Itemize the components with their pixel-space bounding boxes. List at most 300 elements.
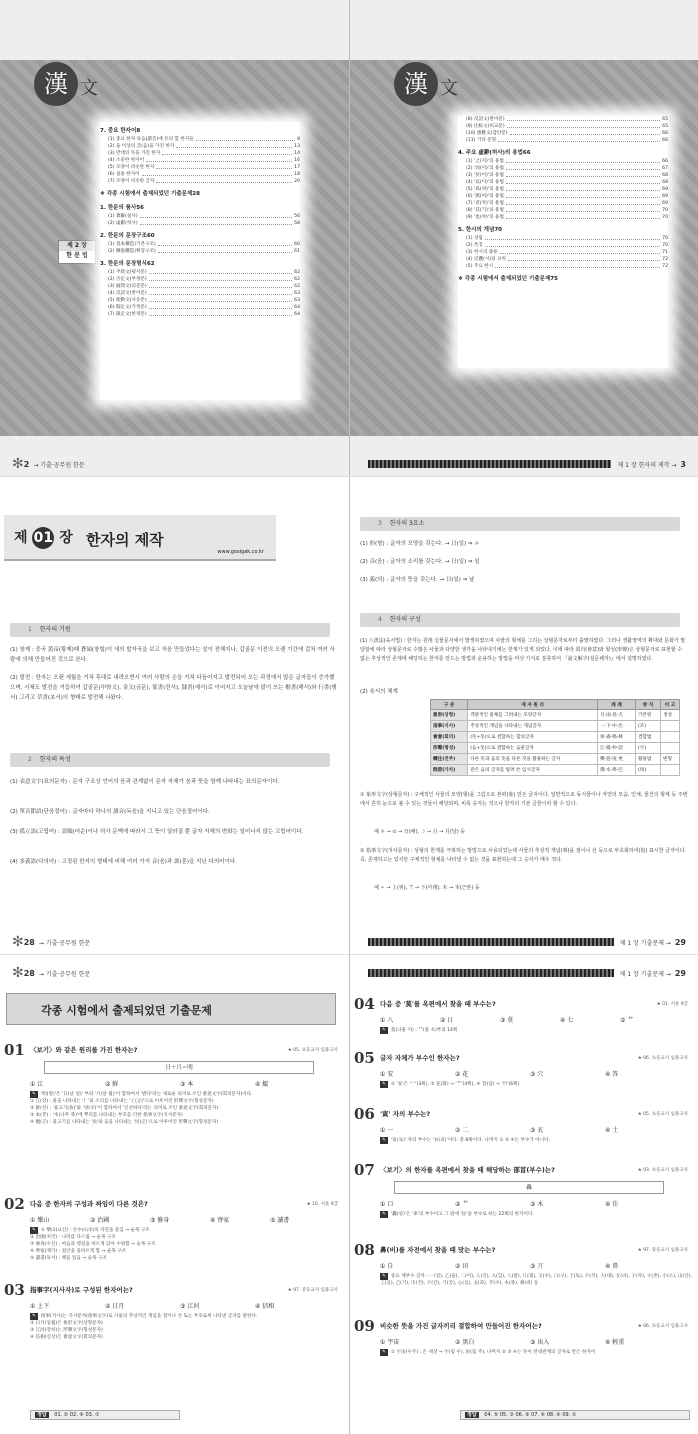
toc-section[interactable] — [100, 190, 300, 199]
footer-title: → 기출·공무원 한문 — [33, 461, 85, 469]
toc-entry[interactable] — [458, 186, 668, 193]
toc-section[interactable] — [100, 204, 300, 213]
toc-entry[interactable] — [458, 137, 668, 144]
toc-entry[interactable] — [100, 283, 300, 290]
footer-bar — [368, 969, 614, 977]
toc-leader — [506, 165, 660, 170]
question-text: 비슷한 뜻을 가진 글자끼리 결합하여 만들어진 한자어는? — [380, 1322, 542, 1330]
toc-entry[interactable] — [458, 123, 668, 130]
paragraph: (1) 창제 : 중국 黃帝(황제)때 蒼頡(창힐)이 새의 발자국을 보고 처음 만들었다는 설이 전해지나, 갑골문 이전의 오랜 기간에 걸쳐 여러 사람에 의해 만들어진 것으로 본다. — [10, 647, 335, 663]
question-source: ★ 06. 초등교사 임용고사 — [637, 1324, 688, 1329]
explanation-icon: ✎ — [32, 1314, 36, 1319]
toc-section[interactable] — [458, 149, 668, 158]
answer-options — [380, 1015, 680, 1024]
explanation-line — [30, 1098, 342, 1105]
toc-leader — [506, 172, 660, 177]
toc-entry-title: (1) '之(지)'의 용법 — [466, 159, 504, 164]
toc-page-number: 62 — [294, 284, 300, 289]
question-number: 07 — [354, 1161, 375, 1179]
answer-label: 정답 — [467, 1412, 477, 1418]
footer-title: 제 1 장 한자의 제작 → — [617, 461, 677, 469]
answer-option[interactable]: ② 花 — [455, 1071, 469, 1078]
answer-option[interactable]: ① 宇宙 — [380, 1339, 400, 1346]
toc-section[interactable] — [100, 260, 300, 269]
table-cell: 轉注(전주) — [431, 754, 468, 765]
toc-entry[interactable] — [100, 136, 300, 143]
toc-leader — [506, 158, 660, 163]
toc-entry[interactable] — [100, 290, 300, 297]
answer-option[interactable]: ③ 丌 — [530, 1263, 544, 1270]
answer-option[interactable]: ④ 信相 — [255, 1303, 275, 1310]
toc-entry-title: (8) '其(기)'의 용법 — [466, 208, 504, 213]
toc-entry[interactable] — [100, 311, 300, 318]
question-source: ★ 01. 서울 9급 — [656, 1002, 688, 1007]
footer-title: → 기출·공무원 한문 — [38, 970, 91, 978]
table-cell: 결합법 — [635, 732, 660, 743]
explanation-text: ④ 鯤(곤) : 물고기를 나타내는 '魚'와 음을 나타내는 '昆(곤)'으로 이루어진 形聲文字(형성문자) — [30, 1120, 219, 1125]
toc-entry-title: (6) 실용 한자어 — [108, 172, 140, 177]
explanation-line — [30, 1227, 342, 1234]
toc-entry-title: (1) 성립 — [466, 236, 483, 241]
toc-entry-title: (4) 소중한 한자어 — [108, 158, 145, 163]
explanation-text: ② 日月(일월)은 象形文字(상형문자) — [30, 1321, 103, 1326]
table-row — [431, 754, 680, 765]
toc-entry-title: 1. 한문의 품사 — [100, 205, 137, 211]
toc-page-right — [349, 0, 698, 476]
chapter-label: 제 — [14, 530, 28, 546]
toc-entry-title: (6) 假定文(가정문) — [108, 305, 147, 310]
chapter-tab-label: 제 2 장 — [59, 241, 95, 251]
answer-option[interactable]: ③ 修身 — [150, 1217, 170, 1224]
toc-entry-title: ❖ 각종 시험에서 출제되었던 기출문제 — [458, 276, 551, 282]
example-box: 日＋月＝明 — [44, 1061, 314, 1074]
answer-option[interactable]: ④ 鼻 — [605, 1263, 619, 1270]
answer-options — [30, 1079, 330, 1088]
toc-leader — [508, 256, 660, 261]
element-line: (1) 形(형) : 글자의 모양을 갖는다. → 日(일) ⇒ ☼ — [360, 541, 480, 547]
answer-option[interactable]: ④ 輕重 — [605, 1339, 625, 1346]
toc-entry-title: (3) 한시의 종류 — [466, 250, 498, 255]
table-cell: 변형 — [661, 754, 680, 765]
explanation-line — [30, 1105, 342, 1112]
explanation-line — [380, 1137, 692, 1144]
toc-entry[interactable] — [100, 241, 300, 248]
toc-list — [100, 122, 300, 400]
chapter-number-badge: 01 — [32, 527, 54, 549]
toc-leader — [485, 235, 660, 240]
example-line: 예 ∸ → 上(위), ⊤ → 下(아래), ⽊ → 本(근본) 등 — [374, 885, 480, 891]
toc-entry-title: (7) '者(자)'의 용법 — [466, 201, 504, 206]
table-cell: (조) — [635, 721, 660, 732]
toc-leader — [149, 290, 292, 295]
page-footer — [350, 452, 698, 476]
section-number: 4 — [378, 616, 382, 623]
answer-option[interactable]: ④ 土 — [605, 1127, 619, 1134]
table-cell: 추상적인 개념을 나타내는 개념글자 — [468, 721, 598, 732]
question-text: 글자 자체가 부수인 한자는? — [380, 1054, 460, 1062]
toc-entry-title: (2) 虛辭(허사) — [108, 221, 138, 226]
toc-entry-title: (11) 기타 문형 — [466, 138, 497, 143]
question-number: 02 — [4, 1195, 25, 1213]
toc-page-number: 56 — [136, 205, 144, 211]
example-line: 예 ☼ → ⊙ → 日(해), ☽ → 月 → 月(달) 등 — [374, 829, 466, 835]
toc-entry[interactable] — [458, 256, 668, 263]
toc-entry[interactable] — [100, 304, 300, 311]
toc-entry-title: (9) 比較文(비교문) — [466, 124, 505, 129]
explanation-line — [30, 1248, 342, 1255]
answer-option[interactable]: ① 安 — [380, 1071, 394, 1078]
explanation-icon: ✎ — [382, 1274, 386, 1279]
footer-title: 제 1 장 기출문제 → — [619, 939, 671, 947]
table-cell: (用) — [635, 765, 660, 776]
answer-options — [380, 1261, 680, 1270]
answer-option[interactable]: ③ 江河 — [180, 1303, 200, 1310]
element-line: (3) 義(의) : 글자의 뜻을 갖는다. → 日(일) ⇒ 날 — [360, 577, 475, 583]
toc-entry[interactable] — [458, 242, 668, 249]
exam-page-left — [0, 955, 349, 1434]
toc-page-number: 66 — [522, 150, 531, 156]
page-top-band — [350, 0, 698, 60]
ornament-icon: ✻ — [12, 934, 24, 950]
toc-page-number: 65 — [662, 117, 668, 122]
question-text: 다음 중 한자의 구성과 짜임이 다른 것은? — [30, 1200, 148, 1208]
page-number: 29 — [674, 968, 686, 978]
explanation-text: ④ 信相(신상)은 會意文字(회의문자) — [30, 1335, 103, 1340]
toc-leader — [498, 137, 660, 142]
answer-options — [30, 1215, 330, 1224]
table-header-cell: 제 자 원 리 — [468, 700, 598, 710]
toc-entry[interactable] — [458, 172, 668, 179]
toc-leader — [149, 297, 292, 302]
page-number: 3 — [680, 459, 686, 469]
toc-entry[interactable] — [458, 207, 668, 214]
toc-entry-title: 7. 중요 한자어 — [100, 128, 137, 134]
answer-option[interactable]: ④ 佳 — [605, 1201, 619, 1208]
table-cell: 생성 — [661, 710, 680, 721]
toc-section[interactable] — [100, 127, 300, 136]
page-footer — [350, 930, 698, 954]
explanation-line — [30, 1327, 342, 1334]
toc-leader — [506, 214, 660, 219]
explanation-text: ③ 本(본) : '木(나무 목)'에 뿌리를 나타내는 부호를 더한 指事文字(지사문자) — [30, 1113, 183, 1118]
question-number: 04 — [354, 995, 375, 1013]
toc-page-number: 72 — [662, 264, 668, 269]
paragraph: (4) 多義語(다의어) : 고정된 한자의 형태에 비해 여러 가지 音(음)과 訓(훈)을 지닌 다의어이다. — [10, 859, 237, 865]
toc-entry[interactable] — [100, 178, 300, 185]
toc-entry[interactable] — [458, 214, 668, 221]
six-scripts-table — [430, 699, 680, 776]
question-text: 〈보기〉와 같은 원리를 가진 한자는? — [30, 1046, 138, 1054]
toc-entry[interactable] — [100, 157, 300, 164]
table-cell: 활용법 — [635, 754, 660, 765]
toc-entry[interactable] — [100, 143, 300, 150]
toc-leader — [149, 304, 292, 309]
explanation — [30, 1313, 342, 1341]
toc-entry[interactable] — [458, 116, 668, 123]
toc-entry-title: (1) 基本構造(기본구조) — [108, 242, 156, 247]
han-logo: 漢 — [34, 62, 78, 106]
explanation-line — [30, 1334, 342, 1341]
question-number: 06 — [354, 1105, 375, 1123]
answer-option[interactable]: ② 艹 — [455, 1201, 469, 1208]
toc-entry[interactable] — [100, 220, 300, 227]
toc-leader — [506, 207, 660, 212]
toc-leader — [140, 213, 293, 218]
toc-page-number: 70 — [662, 236, 668, 241]
explanation-text: ④ 齊家(제가) : 집안을 올바르게 함 → 술목 구조 — [30, 1249, 127, 1254]
answer-option[interactable]: ② 黑白 — [455, 1339, 475, 1346]
chapter-title: 한자의 제작 — [86, 531, 164, 549]
explanation-line — [30, 1119, 342, 1126]
toc-entry-title: (2) 특징 — [466, 243, 483, 248]
toc-section[interactable] — [458, 275, 668, 284]
publisher-url: www.gosigak.co.kr — [217, 549, 264, 555]
section-number: 1 — [28, 626, 32, 633]
explanation-text: ② 治國(치국) : 나라를 다스림 → 술목 구조 — [30, 1235, 116, 1240]
answer-option[interactable]: ① 樂山 — [30, 1217, 50, 1224]
answer-option[interactable]: ② 二 — [455, 1127, 469, 1134]
toc-entry[interactable] — [458, 179, 668, 186]
toc-leader — [156, 164, 292, 169]
explanation-text: 指事(지사)는 지사문자(指事文字)로 사물의 추상적인 개념을 점이나 선 또는 부호로써 나타낸 글자를 말한다. — [40, 1314, 258, 1319]
toc-entry-title: (8) 反語文(반어문) — [466, 117, 505, 122]
table-cell: 月·雨·鳥·犬 — [598, 710, 636, 721]
answer-bar — [460, 1410, 690, 1420]
answer-option[interactable]: ⑤ 艹 — [620, 1017, 634, 1024]
toc-page-number: 60 — [294, 242, 300, 247]
explanation-line — [380, 1081, 692, 1088]
toc-page-number: 69 — [662, 194, 668, 199]
ornament-icon: ✻ — [12, 456, 24, 472]
toc-entry[interactable] — [458, 158, 668, 165]
answer-option[interactable]: ① 上下 — [30, 1303, 50, 1310]
explanation-text: '寅(표)' 자의 부수는 '衣(의)'이다. 총 8획이다. 나머지 ① ② ④는 부수가 아니다. — [390, 1138, 551, 1143]
answer-option[interactable]: ④ 鯤 — [255, 1081, 269, 1088]
spread-chapter1 — [0, 476, 698, 954]
answer-option[interactable]: ① 口 — [380, 1201, 394, 1208]
question-number: 03 — [4, 1281, 25, 1299]
toc-page-number: 13 — [294, 144, 300, 149]
chapter-page-left — [0, 477, 349, 954]
page-footer — [350, 961, 698, 985]
toc-entry-title: (4) 反語文(반어문) — [108, 291, 147, 296]
explanation-line — [30, 1112, 342, 1119]
table-cell: (字) — [635, 743, 660, 754]
section-number: 2 — [28, 756, 32, 763]
section-title: 한자의 특성 — [39, 756, 71, 763]
table-cell: 會意(회의) — [431, 732, 468, 743]
toc-page-number: 71 — [662, 250, 668, 255]
han-logo: 漢 — [394, 62, 438, 106]
explanation-line — [380, 1349, 692, 1356]
page-footer — [0, 452, 349, 476]
answer-option[interactable]: ① 江 — [30, 1081, 44, 1088]
toc-page-number: 75 — [550, 276, 558, 282]
section-title: 한자의 구성 — [389, 616, 421, 623]
toc-entry[interactable] — [458, 130, 668, 137]
toc-section[interactable] — [458, 226, 668, 235]
toc-entry[interactable] — [100, 297, 300, 304]
explanation-line — [30, 1255, 342, 1262]
section-bar — [10, 753, 330, 767]
explanation-line — [30, 1320, 342, 1327]
toc-entry[interactable] — [458, 263, 668, 270]
explanation-text: 莫(나물 저) : 艹(풀 초)부의 14획 — [390, 1028, 458, 1033]
explanation-icon: ✎ — [382, 1212, 386, 1217]
toc-entry-title: (3) '於(어)'의 용법 — [466, 173, 504, 178]
answer-option[interactable]: ① 一 — [380, 1127, 394, 1134]
toc-entry[interactable] — [100, 269, 300, 276]
table-cell: 같은 음의 글자를 빌려 쓴 임시글자 — [468, 765, 598, 776]
exam-header-title: 각종 시험에서 출제되었던 기출문제 — [41, 1004, 212, 1017]
toc-entry-title: 4. 주요 虛辭(허사)의 용법 — [458, 150, 523, 156]
explanation — [380, 1273, 692, 1287]
answer-option[interactable]: ③ 衣 — [530, 1127, 544, 1134]
table-cell — [661, 743, 680, 754]
toc-entry[interactable] — [100, 164, 300, 171]
question-source: ★ 05. 초등교사 임용고사 — [637, 1112, 688, 1117]
ornament-icon: ✻ — [12, 965, 24, 981]
toc-entry-title: (7) 限定文(한정문) — [108, 312, 147, 317]
toc-entry[interactable] — [100, 171, 300, 178]
toc-entry-title: (4) 近體(시)의 규칙 — [466, 257, 506, 262]
toc-leader — [506, 193, 660, 198]
toc-page-number: 8 — [136, 128, 141, 134]
toc-entry[interactable] — [100, 248, 300, 255]
toc-list — [458, 116, 668, 368]
toc-entry-title: (2) 둘 이상의 音(음)을 가진 한자 — [108, 144, 175, 149]
answer-options — [30, 1301, 330, 1310]
toc-entry-title: (9) '也(야)'의 용법 — [466, 215, 504, 220]
toc-page-number: 16 — [294, 158, 300, 163]
toc-leader — [500, 249, 661, 254]
han-logo-sub: 文 — [440, 78, 458, 99]
table-cell — [661, 721, 680, 732]
table-cell: (뜻+뜻)으로 결합하는 합의글자 — [468, 732, 598, 743]
answer-option[interactable]: ③ 木 — [530, 1201, 544, 1208]
answer-option[interactable]: ④ 齊家 — [210, 1217, 230, 1224]
toc-page-number: 65 — [662, 124, 668, 129]
table-cell: 다른 뜻과 음의 뜻을 다른 것을 활용하는 글자 — [468, 754, 598, 765]
table-header-cell: 례 례 — [598, 700, 636, 710]
toc-leader — [485, 242, 660, 247]
toc-page-number: 68 — [662, 173, 668, 178]
table-cell: 休·森·鳴·林 — [598, 732, 636, 743]
toc-entry[interactable] — [458, 235, 668, 242]
table-cell: 佛·水·弗·巴 — [598, 765, 636, 776]
table-cell: 指事(지사) — [431, 721, 468, 732]
toc-entry-title: (2) '而(이)'의 용법 — [466, 166, 504, 171]
answer-option[interactable]: ③ 本 — [180, 1081, 194, 1088]
page-number: 29 — [674, 937, 686, 947]
question-number: 09 — [354, 1317, 375, 1335]
toc-entry[interactable] — [100, 213, 300, 220]
toc-page-number: 62 — [146, 261, 155, 267]
toc-page-number: 68 — [662, 180, 668, 185]
toc-page-number: 61 — [294, 249, 300, 254]
toc-entry[interactable] — [100, 150, 300, 157]
answer-option[interactable]: ④ 答 — [605, 1071, 619, 1078]
toc-leader — [506, 179, 660, 184]
explanation — [380, 1211, 692, 1218]
answer-option[interactable]: ② 日 — [440, 1017, 454, 1024]
footer-bar — [368, 460, 611, 468]
table-header-cell: 비 고 — [661, 700, 680, 710]
answer-option[interactable]: ② 鮮 — [105, 1081, 119, 1088]
chapter-page-right — [349, 477, 698, 954]
explanation-icon: ✎ — [382, 1138, 386, 1143]
question-text: 鼻(비)를 자전에서 찾을 때 맞는 부수는? — [380, 1246, 496, 1254]
toc-leader — [506, 186, 660, 191]
table-cell — [661, 732, 680, 743]
explanation-icon: ✎ — [32, 1228, 36, 1233]
question-number: 08 — [354, 1241, 375, 1259]
answer-options — [380, 1337, 680, 1346]
toc-leader — [507, 116, 660, 121]
answer-options — [380, 1069, 680, 1078]
answer-option[interactable]: ① 自 — [380, 1263, 394, 1270]
toc-entry[interactable] — [458, 165, 668, 172]
explanation-line — [30, 1313, 342, 1320]
paragraph: ① 象形文字(상형문자) : 구체적인 사물의 모양(형)을 그림으로 본떠(象) 만든 글자이다. 일반적으로 동식물이나 자연의 모습, 인체, 물건의 형체 등 주변에서 흔히 눈으로 볼 수 있는 것들이 해당되며, 비록 숫자는 적으나 한자의 기본 글꼴이라 할 수 있다. — [360, 792, 688, 807]
toc-entry-title: (5) 使動文(사동문) — [108, 298, 147, 303]
paragraph: (1) 表意文字(표의문자) : 문자 구조상 언어의 음과 관계없이 문자 자체가 음과 뜻을 함께 나타내는 표의문자이다. — [10, 779, 280, 785]
toc-leader — [149, 276, 292, 281]
explanation-text: ② 鮮(선) : '물고기(魚)'와 '양(羊)'이 합하여서 '신선하다'라는 의미로 쓰인 會意文字(회의문자) — [30, 1106, 219, 1111]
toc-entry[interactable] — [100, 276, 300, 283]
toc-leader — [146, 157, 292, 162]
exam-header — [6, 993, 336, 1025]
answer-option[interactable]: ③ 莫 — [500, 1017, 514, 1024]
toc-page-number: 69 — [662, 187, 668, 192]
toc-entry-title: (2) 擴張構造(확장구조) — [108, 249, 156, 254]
explanation-text: ① 江(강) : 물을 나타내는 '氵'와 소리를 나타내는 '工(공)'으로 이루어진 形聲文字(형성문자) — [30, 1099, 214, 1104]
toc-leader — [140, 220, 293, 225]
exam-page-right — [349, 955, 698, 1434]
toc-entry[interactable] — [458, 249, 668, 256]
explanation-icon: ✎ — [382, 1082, 386, 1087]
table-header-cell: 방 식 — [635, 700, 660, 710]
answer-option[interactable]: ② 日月 — [105, 1303, 125, 1310]
paragraph: ② 指事文字(지사문자) : 상형의 한계를 극복하는 방법으로 사용되었는데 사물의 추상적 개념(事)을 점이나 선 등으로 부호화하여(指) 표시한 글자이다. 즉, 존재하고는 있지만 구체적인 형체를 나타낼 수 없는 것을 표현하는데 그 숫자가 매우 적다. — [360, 848, 687, 863]
explanation-line — [380, 1273, 692, 1287]
answer-option[interactable]: ③ 出入 — [530, 1339, 550, 1346]
toc-entry-title: 2. 한문의 문장구조 — [100, 233, 147, 239]
table-cell: 一·下·中·出 — [598, 721, 636, 732]
question-source: ★ 06. 초등교사 임용고사 — [637, 1056, 688, 1061]
question-text: 指事字(지사자)로 구성된 한자어는? — [30, 1286, 133, 1294]
answer-option[interactable]: ① 八 — [380, 1017, 394, 1024]
table-row — [431, 743, 680, 754]
explanation-icon: ✎ — [382, 1350, 386, 1355]
explanation-icon: ✎ — [382, 1028, 386, 1033]
explanation-line — [30, 1241, 342, 1248]
answer-option[interactable]: ③ 穴 — [530, 1071, 544, 1078]
toc-page-number: 70 — [662, 215, 668, 220]
han-logo-sub: 文 — [80, 78, 98, 99]
toc-entry[interactable] — [458, 193, 668, 200]
toc-page-number: 62 — [294, 270, 300, 275]
answer-option[interactable]: ② 治國 — [90, 1217, 110, 1224]
table-row — [431, 721, 680, 732]
answer-option[interactable]: ② 田 — [455, 1263, 469, 1270]
answer-option[interactable]: ⑤ 讀書 — [270, 1217, 290, 1224]
toc-page-number: 70 — [662, 208, 668, 213]
toc-section[interactable] — [100, 232, 300, 241]
explanation-text: 중요 제부수 글자 : 一(일), 乙(을), 二(이), 人(인), 入(입), 八(팔), 几(궤), 又(우), 口(구), 土(토), 夕(석), 大(대), 女(녀), 子(자), 寸(촌), 小(소), 山(산), 工(공), 己(기), 巾(건), 干(간), 弓(궁), 心(심), 戈(과), 手(수), 木(목), 鼻(비) 등 — [380, 1274, 692, 1286]
answer-option[interactable]: ④ 七 — [560, 1017, 574, 1024]
toc-entry[interactable] — [458, 200, 668, 207]
